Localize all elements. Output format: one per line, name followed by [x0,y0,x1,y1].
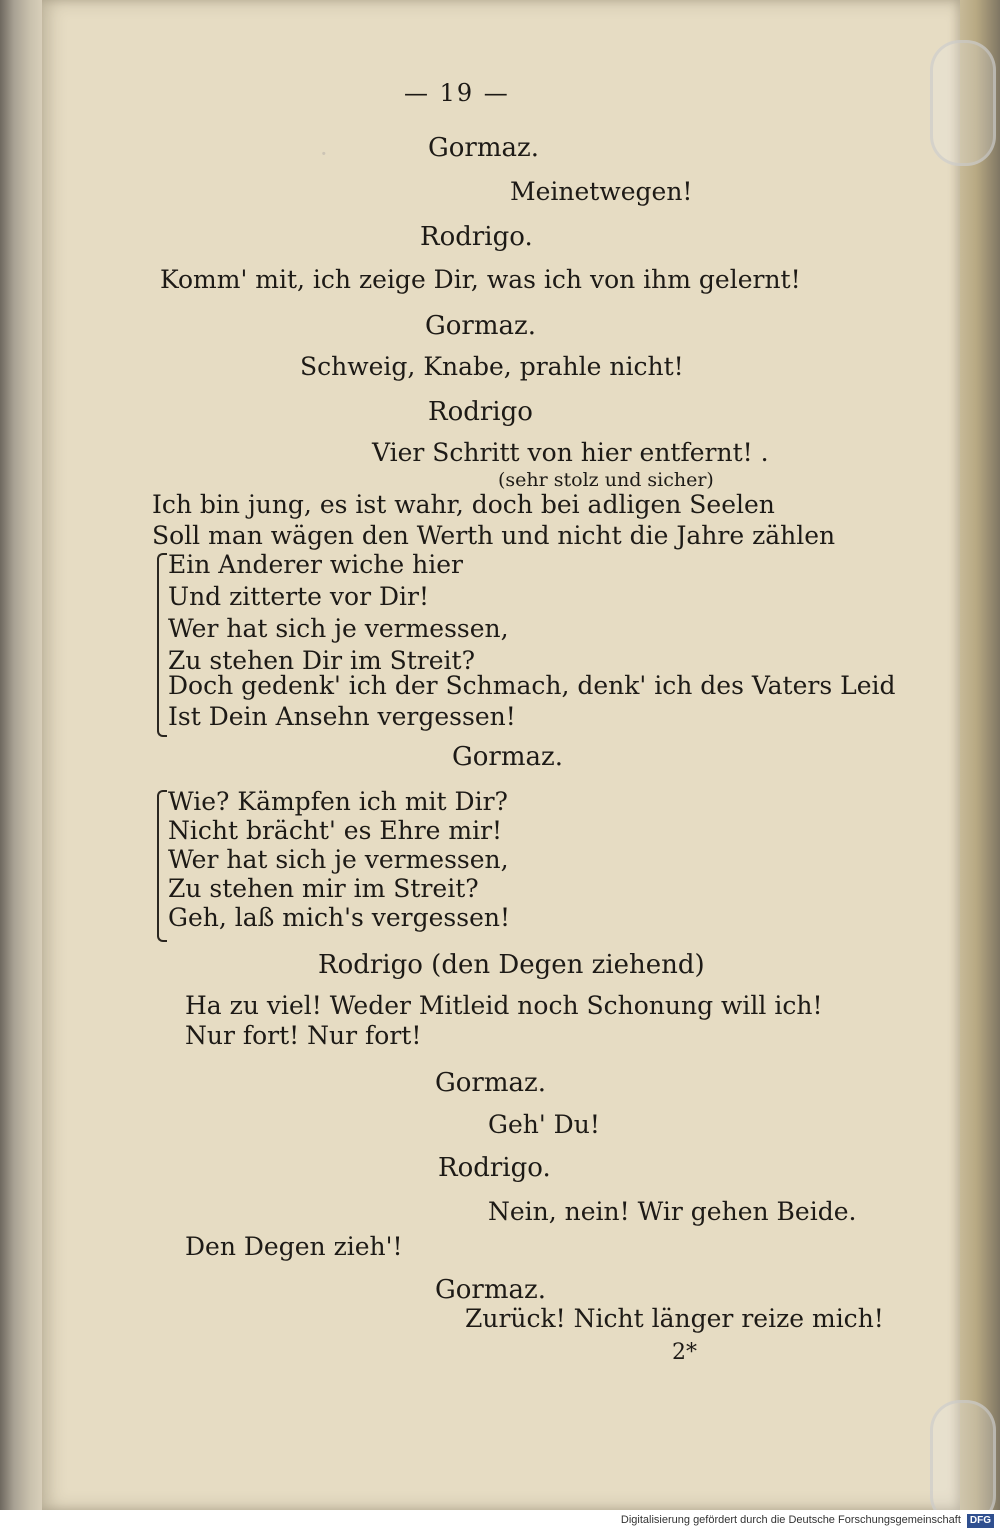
footer-bar [0,1510,1000,1531]
text-line: Schweig, Knabe, prahle nicht! [300,352,684,381]
stage-direction: (sehr stolz und sicher) [498,469,714,491]
left-page-edge [0,0,42,1510]
text-line: Ha zu viel! Weder Mitleid noch Schonung will ich! [185,991,823,1020]
text-line: Nein, nein! Wir gehen Beide. [488,1197,857,1226]
footer-credit: Digitalisierung gefördert durch die Deutsche Forschungsgemeinschaft [620,1514,961,1526]
text-line: Komm' mit, ich zeige Dir, was ich von ihm gelernt! [160,265,801,294]
text-line: Soll man wägen den Werth und nicht die Jahre zählen [152,521,836,550]
text-line: Zu stehen mir im Streit? [168,874,479,903]
dfg-logo: DFG [967,1514,994,1528]
speaker-gormaz: Gormaz. [435,1275,546,1305]
text-line: Ein Anderer wiche hier [168,550,463,579]
text-line: Nur fort! Nur fort! [185,1021,422,1050]
speaker-rodrigo: Rodrigo. [438,1153,551,1183]
speaker-rodrigo: Rodrigo [428,397,533,427]
speaker-gormaz: Gormaz. [452,742,563,772]
verse-bracket [157,790,167,942]
page-clip-bottom [930,1400,996,1526]
text-line: Und zitterte vor Dir! [168,582,430,611]
verse-bracket [157,553,167,737]
speaker-rodrigo: Rodrigo. [420,222,533,252]
text-line: Ich bin jung, es ist wahr, doch bei adligen Seelen [152,490,775,519]
page-number: — 19 — [404,79,510,107]
speaker-rodrigo: Rodrigo (den Degen ziehend) [318,950,705,980]
page-clip-top [930,40,996,166]
right-page-edge [960,0,1000,1510]
text-line: Zu stehen Dir im Streit? [168,646,475,675]
text-line: Geh' Du! [488,1110,600,1139]
text-line: Wie? Kämpfen ich mit Dir? [168,787,508,816]
speaker-gormaz: Gormaz. [428,133,539,163]
text-line: Doch gedenk' ich der Schmach, denk' ich des Vaters Leid [168,671,896,700]
text-line: Meinetwegen! [510,177,693,206]
text-line: Wer hat sich je vermessen, [168,614,509,643]
text-line: Geh, laß mich's vergessen! [168,903,511,932]
speaker-gormaz: Gormaz. [425,311,536,341]
bleed-through: · [320,140,328,168]
signature-mark: 2* [672,1340,697,1365]
speaker-gormaz: Gormaz. [435,1068,546,1098]
text-line: Nicht brächt' es Ehre mir! [168,816,503,845]
text-line: Den Degen zieh'! [185,1232,403,1261]
text-line: Vier Schritt von hier entfernt! . [372,438,769,467]
text-line: Wer hat sich je vermessen, [168,845,509,874]
text-line: Zurück! Nicht länger reize mich! [465,1304,884,1333]
text-line: Ist Dein Ansehn vergessen! [168,702,516,731]
